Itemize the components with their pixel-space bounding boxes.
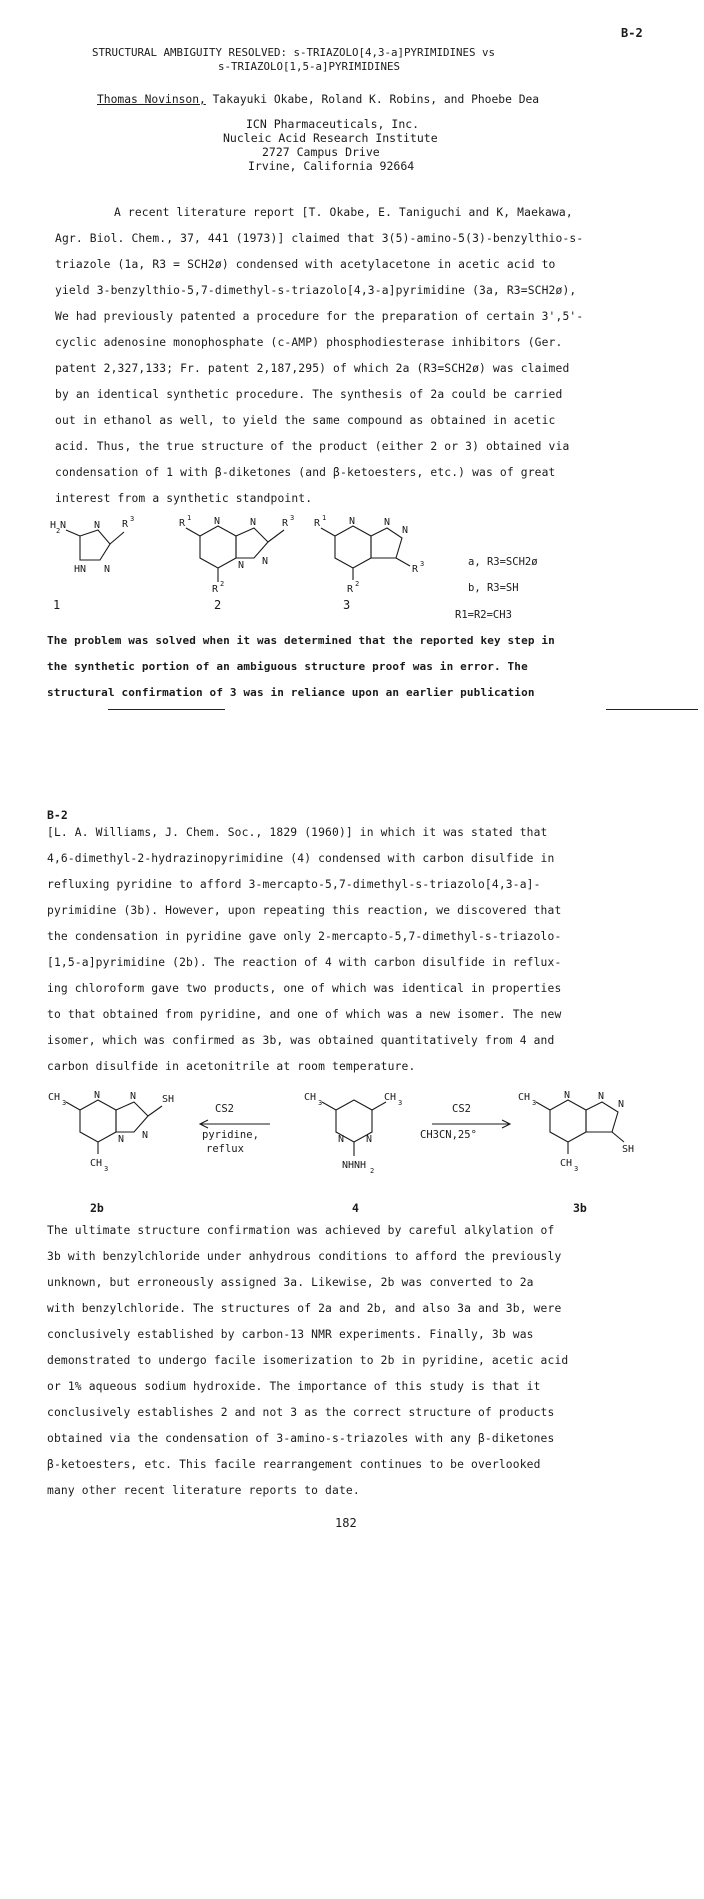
scheme-3b-atom: N: [598, 1091, 605, 1102]
p1-line: Agr. Biol. Chem., 37, 441 (1973)] claimed that 3(5)-amino-5(3)-benzylthio-s-: [55, 232, 584, 245]
substituent-legend-b: b, R3=SH: [468, 582, 519, 594]
scheme3-atom: 3: [420, 560, 425, 568]
scheme2-atom: 1: [187, 514, 192, 522]
arrow-right-condition: CH3CN,25°: [420, 1129, 477, 1141]
page-code-top: B-2: [621, 26, 643, 40]
p1-line: yield 3-benzylthio-5,7-dimethyl-s-triazolo[4,3-a]pyrimidine (3a, R3=SCH2ø),: [55, 284, 577, 297]
affiliation-line-2: Nucleic Acid Research Institute: [223, 131, 438, 145]
scheme-3b-atom: 3: [532, 1099, 537, 1107]
p4-line: demonstrated to undergo facile isomerization to 2b in pyridine, acetic acid: [47, 1354, 569, 1367]
scheme-2b-atom: CH: [90, 1158, 103, 1169]
scheme-4-atom: N: [366, 1134, 373, 1145]
scheme-4-atom: CH: [304, 1092, 317, 1103]
scheme2-atom: N: [262, 556, 269, 567]
p4-line: obtained via the condensation of 3-amino-s-triazoles with any β-diketones: [47, 1432, 555, 1445]
scheme-4-atom: 3: [398, 1099, 403, 1107]
substituent-legend-r: R1=R2=CH3: [455, 609, 512, 621]
p3-line: ing chloroform gave two products, one of which was identical in properties: [47, 982, 562, 995]
scheme1-atom: 3: [130, 515, 135, 523]
p1-line: patent 2,327,133; Fr. patent 2,187,295) of which 2a (R3=SCH2ø) was claimed: [55, 362, 570, 375]
title-line-2: s-TRIAZOLO[1,5-a]PYRIMIDINES: [218, 60, 401, 73]
scheme-4-atom: 3: [318, 1099, 323, 1107]
p1-line: condensation of 1 with β-diketones (and β-ketoesters, etc.) was of great: [55, 466, 556, 479]
scheme3-atom: N: [402, 525, 409, 536]
scheme2-atom: 3: [290, 514, 295, 522]
p2-line: the synthetic portion of an ambiguous structure proof was in error. The: [47, 660, 528, 673]
title-line-1: STRUCTURAL AMBIGUITY RESOLVED: s-TRIAZOLO[4,3-a]PYRIMIDINES vs: [92, 46, 496, 59]
p3-line: the condensation in pyridine gave only 2-mercapto-5,7-dimethyl-s-triazolo-: [47, 930, 562, 943]
scheme1-atom: N: [104, 564, 111, 575]
p4-line: with benzylchloride. The structures of 2a and 2b, and also 3a and 3b, were: [47, 1302, 562, 1315]
scheme-3b-atom: CH: [560, 1158, 573, 1169]
p3-line: refluxing pyridine to afford 3-mercapto-5,7-dimethyl-s-triazolo[4,3-a]-: [47, 878, 541, 891]
compound-label-4: 4: [352, 1201, 359, 1215]
scheme-4-atom: CH: [384, 1092, 397, 1103]
p4-line: unknown, but erroneously assigned 3a. Likewise, 2b was converted to 2a: [47, 1276, 534, 1289]
scheme1-atom: N: [60, 520, 67, 531]
scheme3-atom: R: [412, 564, 419, 575]
p4-line: The ultimate structure confirmation was achieved by careful alkylation of: [47, 1224, 555, 1237]
scheme3-atom: 2: [355, 580, 360, 588]
p3-line: [L. A. Williams, J. Chem. Soc., 1829 (1960)] in which it was stated that: [47, 826, 548, 839]
p1-line: interest from a synthetic standpoint.: [55, 492, 313, 505]
p1-line: out in ethanol as well, to yield the same compound as obtained in acetic: [55, 414, 556, 427]
scheme2-atom: 2: [220, 580, 225, 588]
page-code-bottom: B-2: [47, 808, 68, 822]
p1-line: cyclic adenosine monophosphate (c-AMP) phosphodiesterase inhibitors (Ger.: [55, 336, 563, 349]
arrow-left-condition: reflux: [206, 1143, 244, 1155]
scheme-2b-atom: 3: [62, 1099, 67, 1107]
footnote-rule: [108, 709, 225, 710]
scheme2-atom: N: [238, 560, 245, 571]
scheme-2b-atom: N: [118, 1134, 125, 1145]
p3-line: isomer, which was confirmed as 3b, was obtained quantitatively from 4 and: [47, 1034, 555, 1047]
scheme-3b-atom: N: [618, 1099, 625, 1110]
first-author: Thomas Novinson,: [97, 93, 206, 106]
compound-label-1: 1: [53, 598, 61, 612]
scheme1-atom: 2: [56, 527, 61, 535]
scheme1-atom: H: [50, 520, 57, 531]
author-list: [97, 93, 539, 107]
p2-line: The problem was solved when it was determined that the reported key step in: [47, 634, 555, 647]
page-number: 182: [335, 1516, 357, 1530]
p4-line: conclusively established by carbon-13 NMR experiments. Finally, 3b was: [47, 1328, 534, 1341]
compound-label-2: 2: [214, 598, 222, 612]
compound-label-3: 3: [343, 598, 351, 612]
scheme-4-atom: N: [338, 1134, 345, 1145]
scheme-2b-atom: 3: [104, 1165, 109, 1173]
p2-line: structural confirmation of 3 was in reliance upon an earlier publication: [47, 686, 535, 699]
p3-line: [1,5-a]pyrimidine (2b). The reaction of 4 with carbon disulfide in reflux-: [47, 956, 562, 969]
scheme-2b-atom: N: [142, 1130, 149, 1141]
p4-line: β-ketoesters, etc. This facile rearrangement continues to be overlooked: [47, 1458, 541, 1471]
p1-line: We had previously patented a procedure for the preparation of certain 3',5'-: [55, 310, 584, 323]
p1-line: acid. Thus, the true structure of the product (either 2 or 3) obtained via: [55, 440, 570, 453]
scheme-4-atom: NHNH: [342, 1160, 367, 1171]
p1-line: triazole (1a, R3 = SCH2ø) condensed with acetylacetone in acetic acid to: [55, 258, 556, 271]
scheme-3b-atom: CH: [518, 1092, 531, 1103]
p4-line: conclusively establishes 2 and not 3 as the correct structure of products: [47, 1406, 555, 1419]
p4-line: many other recent literature reports to date.: [47, 1484, 360, 1497]
scheme-3b-atom: SH: [622, 1144, 635, 1155]
scheme3-atom: N: [349, 516, 356, 527]
affiliation-line-4: Irvine, California 92664: [248, 159, 415, 173]
affiliation-line-1: ICN Pharmaceuticals, Inc.: [246, 117, 420, 131]
scheme-2b-atom: CH: [48, 1092, 61, 1103]
scheme-2b-atom: SH: [162, 1094, 175, 1105]
p4-line: or 1% aqueous sodium hydroxide. The importance of this study is that it: [47, 1380, 541, 1393]
scheme3-atom: 1: [322, 514, 327, 522]
scheme2-atom: R: [179, 518, 186, 529]
scheme3-atom: N: [384, 517, 391, 528]
affiliation-line-3: 2727 Campus Drive: [262, 145, 380, 159]
p1-line: A recent literature report [T. Okabe, E. Taniguchi and K, Maekawa,: [114, 206, 573, 219]
arrow-right-reagent: CS2: [452, 1103, 471, 1115]
substituent-legend-a: a, R3=SCH2ø: [468, 556, 538, 568]
arrow-left-reagent: CS2: [215, 1103, 234, 1115]
compound-label-3b: 3b: [573, 1201, 587, 1215]
scheme3-atom: R: [314, 518, 321, 529]
co-authors: Takayuki Okabe, Roland K. Robins, and Phoebe Dea: [205, 93, 540, 106]
compound-label-2b: 2b: [90, 1201, 104, 1215]
scheme-3b-atom: N: [564, 1090, 571, 1101]
p3-line: pyrimidine (3b). However, upon repeating this reaction, we discovered that: [47, 904, 562, 917]
scheme2-atom: R: [212, 584, 219, 595]
footnote-rule-right: [606, 709, 698, 710]
scheme-2-drawing: [40, 1080, 680, 1210]
scheme-4-atom: 2: [370, 1167, 375, 1175]
scheme3-atom: R: [347, 584, 354, 595]
scheme-2b-atom: N: [130, 1091, 137, 1102]
scheme2-atom: N: [214, 516, 221, 527]
scheme2-atom: R: [282, 518, 289, 529]
arrow-left-condition: pyridine,: [202, 1129, 259, 1141]
scheme1-atom: N: [94, 520, 101, 531]
scheme-2b-atom: N: [94, 1090, 101, 1101]
scheme1-atom: R: [122, 519, 129, 530]
p4-line: 3b with benzylchloride under anhydrous conditions to afford the previously: [47, 1250, 562, 1263]
scheme-2-structures: [40, 1080, 680, 1210]
p1-line: by an identical synthetic procedure. The synthesis of 2a could be carried: [55, 388, 563, 401]
p3-line: carbon disulfide in acetonitrile at room temperature.: [47, 1060, 416, 1073]
scheme-3b-atom: 3: [574, 1165, 579, 1173]
p3-line: 4,6-dimethyl-2-hydrazinopyrimidine (4) condensed with carbon disulfide in: [47, 852, 555, 865]
scheme1-atom: HN: [74, 564, 87, 575]
p3-line: to that obtained from pyridine, and one of which was a new isomer. The new: [47, 1008, 562, 1021]
scheme2-atom: N: [250, 517, 257, 528]
